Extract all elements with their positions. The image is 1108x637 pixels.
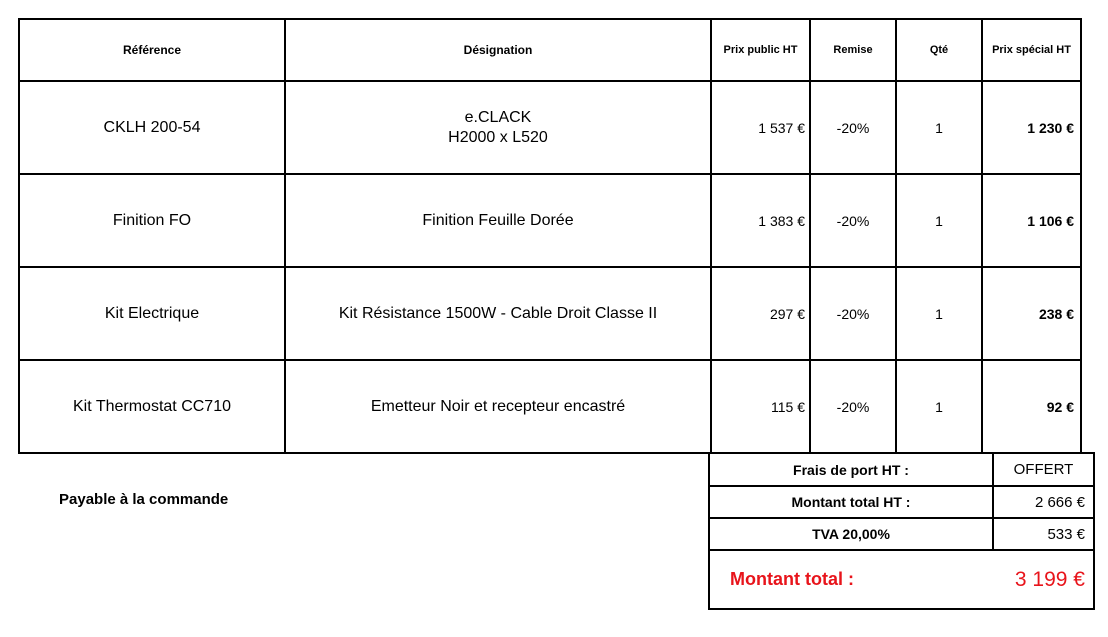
cell-prix-public: 297 €	[711, 267, 810, 360]
tva-label: TVA 20,00%	[709, 518, 993, 550]
payment-terms-note: Payable à la commande	[59, 491, 229, 508]
cell-prix-public: 1 383 €	[711, 174, 810, 267]
cell-designation	[285, 174, 711, 267]
cell-remise: -20%	[810, 267, 896, 360]
totals-table	[708, 452, 1095, 610]
header-designation: Désignation	[285, 19, 711, 81]
totals-row-tva	[709, 518, 1094, 550]
header-prix-special: Prix spécial HT	[982, 19, 1081, 81]
header-prix-public: Prix public HT	[711, 19, 810, 81]
grand-total-label: Montant total :	[709, 550, 993, 609]
montant-ht-label: Montant total HT :	[709, 486, 993, 518]
cell-prix-public: 1 537 €	[711, 81, 810, 174]
cell-designation	[285, 267, 711, 360]
designation-line: Kit Résistance 1500W - Cable Droit Classe II	[338, 304, 658, 322]
quote-table	[18, 18, 1082, 454]
montant-ht-value: 2 666 €	[993, 486, 1094, 518]
designation-line: H2000 x L520	[448, 128, 548, 146]
cell-remise: -20%	[810, 81, 896, 174]
designation-line: e.CLACK	[464, 108, 532, 126]
cell-qte: 1	[896, 81, 982, 174]
cell-qte: 1	[896, 360, 982, 453]
frais-value: OFFERT	[993, 453, 1094, 486]
cell-reference: Kit Thermostat CC710	[19, 360, 285, 453]
cell-prix-public: 115 €	[711, 360, 810, 453]
cell-designation	[285, 360, 711, 453]
cell-reference: Kit Electrique	[19, 267, 285, 360]
cell-remise: -20%	[810, 360, 896, 453]
header-row	[19, 19, 1081, 81]
tva-value: 533 €	[993, 518, 1094, 550]
cell-reference: CKLH 200-54	[19, 81, 285, 174]
cell-prix-special: 238 €	[982, 267, 1081, 360]
frais-label: Frais de port HT :	[709, 453, 993, 486]
designation-line: Emetteur Noir et recepteur encastré	[370, 397, 626, 415]
header-reference: Référence	[19, 19, 285, 81]
totals-row-grand-total	[709, 550, 1094, 609]
cell-qte: 1	[896, 267, 982, 360]
cell-qte: 1	[896, 174, 982, 267]
table-row	[19, 267, 1081, 360]
cell-designation	[285, 81, 711, 174]
cell-prix-special: 1 106 €	[982, 174, 1081, 267]
cell-reference: Finition FO	[19, 174, 285, 267]
totals-row-frais	[709, 453, 1094, 486]
table-row	[19, 81, 1081, 174]
table-row	[19, 174, 1081, 267]
cell-prix-special: 92 €	[982, 360, 1081, 453]
totals-row-montant-ht	[709, 486, 1094, 518]
cell-prix-special: 1 230 €	[982, 81, 1081, 174]
cell-remise: -20%	[810, 174, 896, 267]
table-row	[19, 360, 1081, 453]
grand-total-value: 3 199 €	[993, 550, 1094, 609]
header-qte: Qté	[896, 19, 982, 81]
designation-line: Finition Feuille Dorée	[422, 211, 574, 229]
header-remise: Remise	[810, 19, 896, 81]
